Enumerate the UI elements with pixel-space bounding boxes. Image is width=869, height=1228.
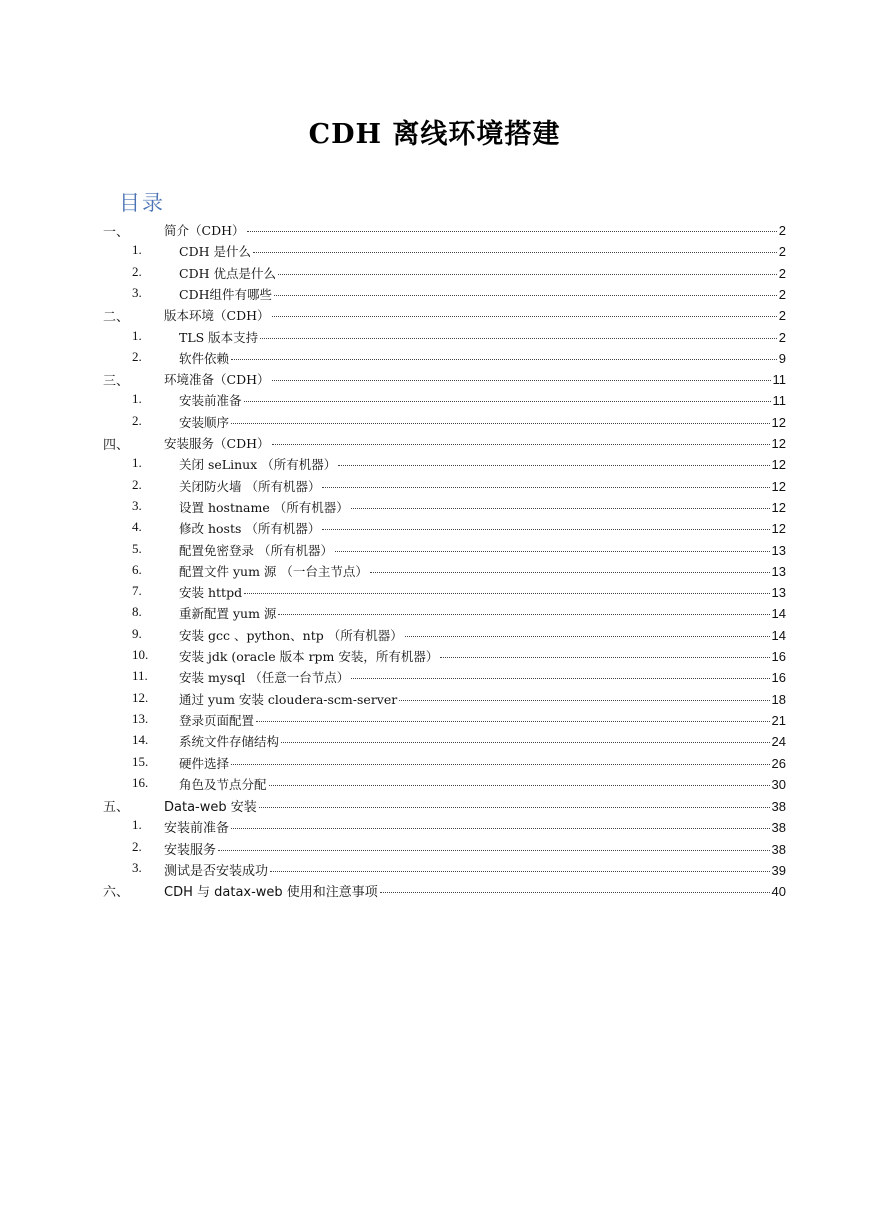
toc-leader-dots (231, 423, 770, 424)
toc-entry-label: 安装 gcc 、python、ntp （所有机器） (179, 627, 403, 643)
toc-entry[interactable] (0, 221, 869, 242)
toc-leader-dots (338, 465, 769, 466)
toc-leader-dots (370, 572, 770, 573)
toc-entry-label: 测试是否安装成功 (164, 864, 269, 879)
toc-entry-number: 4. (132, 519, 142, 535)
toc-entry-row (179, 391, 786, 409)
toc-leader-dots (272, 444, 770, 445)
toc-leader-dots (399, 700, 769, 701)
toc-entry[interactable] (0, 668, 869, 689)
toc-entry[interactable] (0, 477, 869, 498)
toc-entry-row (179, 413, 786, 431)
toc-entry[interactable] (0, 860, 869, 881)
toc-entry-page-number: 24 (771, 734, 786, 750)
toc-entry-label: 关闭 seLinux （所有机器） (179, 457, 337, 473)
toc-entry-label: CDH 是什么 (179, 244, 251, 260)
toc-entry-row (179, 519, 786, 537)
toc-entry-label: 安装前准备 (179, 393, 242, 409)
toc-entry-label: 安装服务（CDH） (164, 436, 270, 451)
toc-entry-page-number: 18 (771, 691, 786, 707)
toc-entry-row (179, 349, 786, 367)
toc-entry-row (179, 498, 786, 516)
toc-entry-page-number: 13 (771, 563, 786, 579)
toc-entry-row (179, 754, 786, 772)
toc-entry-row (179, 583, 786, 601)
toc-entry[interactable] (0, 349, 869, 370)
toc-entry[interactable] (0, 413, 869, 434)
toc-entry-page-number: 2 (778, 329, 786, 345)
toc-leader-dots (272, 316, 777, 317)
toc-leader-dots (351, 508, 770, 509)
toc-leader-dots (256, 721, 770, 722)
toc-entry-number: 2. (132, 263, 142, 279)
toc-leader-dots (335, 551, 770, 552)
toc-entry-label: 系统文件存储结构 (179, 734, 280, 750)
toc-entry-label: 配置文件 yum 源 （一台主节点） (179, 563, 368, 579)
toc-entry-number: 2. (132, 348, 142, 364)
toc-entry[interactable] (0, 306, 869, 327)
toc-leader-dots (270, 871, 770, 872)
toc-entry-row (179, 285, 786, 303)
toc-entry-number: 1. (132, 455, 142, 471)
toc-entry-page-number: 12 (771, 414, 786, 430)
toc-entry-page-number: 11 (772, 372, 786, 388)
toc-entry-label: Data-web 安装 (164, 800, 257, 816)
toc-entry[interactable] (0, 626, 869, 647)
toc-leader-dots (244, 593, 769, 594)
toc-entry-page-number: 30 (771, 776, 786, 792)
toc-entry[interactable] (0, 434, 869, 455)
toc-leader-dots (322, 529, 769, 530)
toc-entry-label: 安装顺序 (179, 414, 230, 430)
toc-entry-row (179, 242, 786, 260)
toc-entry-number: 12. (132, 689, 149, 705)
toc-entry-number: 11. (132, 668, 148, 684)
toc-entry-label: CDH组件有哪些 (179, 286, 272, 302)
toc-entry-number: 一、 (103, 225, 130, 240)
toc-entry-row (164, 881, 786, 900)
toc-entry-label: 安装 mysql （任意一台节点） (179, 670, 350, 686)
toc-entry-page-number: 14 (771, 606, 786, 622)
toc-entry-number: 六、 (103, 885, 130, 901)
toc-leader-dots (269, 785, 770, 786)
toc-entry-label: 环境准备（CDH） (164, 372, 270, 388)
toc-entry-page-number: 12 (771, 478, 786, 494)
toc-entry-label: 通过 yum 安装 cloudera-scm-server (179, 691, 398, 707)
toc-entry[interactable] (0, 455, 869, 476)
toc-leader-dots (259, 807, 770, 808)
toc-entry-row (179, 690, 786, 708)
toc-entry-label: 安装 httpd (179, 585, 243, 601)
toc-entry-page-number: 13 (771, 585, 786, 601)
toc-entry-row (179, 668, 786, 686)
toc-entry-number: 3. (132, 860, 142, 875)
toc-entry[interactable] (0, 519, 869, 540)
toc-leader-dots (231, 828, 770, 829)
toc-entry-number: 二、 (103, 310, 130, 326)
toc-leader-dots (322, 487, 769, 488)
toc-entry-row (164, 221, 786, 239)
toc-entry-label: TLS 版本支持 (179, 329, 259, 345)
toc-heading: 目录 (119, 191, 165, 215)
document-title: CDH 离线环境搭建 (308, 119, 561, 150)
toc-leader-dots (274, 295, 777, 296)
toc-entry[interactable] (0, 498, 869, 519)
toc-leader-dots (247, 231, 777, 232)
toc-entry-page-number: 39 (771, 863, 786, 878)
toc-entry-label: 重新配置 yum 源 (179, 606, 277, 622)
toc-entry-row (179, 562, 786, 580)
toc-entry-row (179, 455, 786, 473)
toc-entry-page-number: 12 (771, 457, 786, 473)
toc-entry-label: 版本环境（CDH） (164, 308, 270, 324)
toc-entry-label: 安装服务 (164, 842, 217, 858)
toc-entry-page-number: 12 (771, 499, 786, 515)
toc-entry-number: 13. (132, 710, 149, 726)
toc-entry[interactable] (0, 839, 869, 860)
toc-entry[interactable] (0, 370, 869, 391)
toc-entry-number: 8. (132, 604, 142, 620)
toc-entry-label: CDH 与 datax-web 使用和注意事项 (164, 885, 378, 901)
toc-entry[interactable] (0, 541, 869, 562)
toc-entry-row (164, 839, 786, 858)
toc-entry-label: 修改 hosts （所有机器） (179, 521, 321, 537)
toc-entry-number: 1. (132, 391, 142, 407)
toc-entry-page-number: 16 (771, 649, 786, 664)
toc-entry-page-number: 16 (771, 670, 786, 686)
toc-entry-page-number: 13 (771, 542, 786, 558)
toc-entry-page-number: 2 (778, 265, 786, 281)
toc-entry-row (179, 711, 786, 729)
toc-entry[interactable] (0, 242, 869, 263)
toc-leader-dots (231, 359, 777, 360)
toc-entry[interactable] (0, 562, 869, 583)
toc-entry-number: 五、 (103, 800, 130, 816)
toc-entry[interactable] (0, 647, 869, 668)
toc-entry-number: 2. (132, 838, 142, 854)
toc-entry[interactable] (0, 817, 869, 838)
toc-entry-number: 1. (132, 327, 142, 343)
toc-entry-label: 配置免密登录 （所有机器） (179, 542, 333, 558)
toc-leader-dots (278, 274, 777, 275)
toc-entry-number: 7. (132, 583, 142, 599)
toc-entry[interactable] (0, 711, 869, 732)
toc-leader-dots (244, 401, 771, 402)
toc-entry-page-number: 2 (778, 244, 786, 260)
toc-entry-number: 3. (132, 497, 142, 513)
toc-entry-row (179, 626, 786, 644)
toc-entry-number: 5. (132, 540, 142, 556)
toc-entry-label: CDH 优点是什么 (179, 265, 276, 281)
toc-entry-page-number: 12 (771, 436, 786, 451)
toc-leader-dots (231, 764, 770, 765)
toc-entry-page-number: 9 (778, 350, 786, 366)
toc-entry-row (164, 434, 786, 452)
toc-leader-dots (405, 636, 770, 637)
toc-entry-number: 15. (132, 753, 149, 769)
toc-entry-page-number: 11 (772, 393, 786, 409)
toc-entry-row (179, 647, 786, 665)
toc-entry-label: 简介（CDH） (164, 223, 245, 238)
toc-entry-page-number: 2 (778, 223, 786, 238)
toc-entry-number: 16. (132, 774, 149, 790)
toc-entry-label: 关闭防火墙 （所有机器） (179, 478, 321, 494)
toc-entry[interactable] (0, 604, 869, 625)
toc-entry-number: 3. (132, 284, 142, 300)
toc-entry-row (179, 732, 786, 750)
toc-entry-number: 三、 (103, 374, 130, 390)
toc-entry-number: 1. (132, 242, 142, 258)
toc-entry[interactable] (0, 285, 869, 306)
toc-entry-number: 1. (132, 817, 142, 833)
toc-entry-row (179, 775, 786, 793)
toc-entry-label: 安装前准备 (164, 821, 230, 837)
toc-entry-row (179, 328, 786, 346)
toc-entry-number: 14. (132, 732, 149, 748)
toc-entry-row (164, 306, 786, 324)
toc-entry-label: 软件依赖 (179, 350, 230, 366)
toc-entry-page-number: 38 (771, 841, 786, 857)
toc-leader-dots (272, 380, 771, 381)
toc-entry-row (179, 604, 786, 622)
toc-leader-dots (253, 252, 777, 253)
toc-entry-page-number: 38 (771, 820, 786, 836)
toc-entry-row (164, 860, 786, 879)
toc-entry-number: 6. (132, 561, 142, 577)
toc-entry[interactable] (0, 264, 869, 285)
toc-entry-number: 10. (132, 647, 149, 662)
toc-entry-label: 安装 jdk (oracle 版本 rpm 安装，所有机器） (179, 649, 439, 664)
toc-entry-page-number: 26 (771, 755, 786, 771)
toc-leader-dots (278, 614, 769, 615)
toc-entry[interactable] (0, 391, 869, 412)
toc-leader-dots (218, 850, 770, 851)
toc-entry[interactable] (0, 732, 869, 753)
toc-leader-dots (440, 657, 769, 658)
toc-entry-label: 硬件选择 (179, 755, 230, 771)
toc-entry-row (164, 817, 786, 836)
toc-entry-row (164, 370, 786, 388)
toc-entry-page-number: 2 (778, 286, 786, 302)
toc-entry-page-number: 12 (771, 521, 786, 537)
toc-entry-number: 9. (132, 625, 142, 641)
toc-entry-number: 四、 (103, 438, 130, 453)
toc-entry-label: 设置 hostname （所有机器） (179, 499, 349, 515)
toc-entry-page-number: 2 (778, 308, 786, 324)
toc-entry-page-number: 14 (771, 627, 786, 643)
toc-entry-number: 2. (132, 476, 142, 492)
toc-entry[interactable] (0, 328, 869, 349)
toc-entry-row (179, 264, 786, 282)
toc-entry[interactable] (0, 583, 869, 604)
toc-entry-number: 2. (132, 412, 142, 428)
toc-entry-label: 登录页面配置 (179, 712, 255, 728)
toc-entry[interactable] (0, 796, 869, 817)
toc-entry-page-number: 21 (771, 712, 786, 728)
toc-entry[interactable] (0, 881, 869, 902)
toc-leader-dots (351, 678, 769, 679)
toc-entry-label: 角色及节点分配 (179, 776, 267, 792)
toc-entry-row (164, 796, 786, 815)
toc-entry[interactable] (0, 775, 869, 796)
toc-leader-dots (281, 742, 770, 743)
toc-entry-row (179, 477, 786, 495)
toc-entry[interactable] (0, 754, 869, 775)
toc-leader-dots (260, 338, 777, 339)
toc-leader-dots (380, 892, 770, 893)
toc-entry[interactable] (0, 690, 869, 711)
toc-entry-row (179, 541, 786, 559)
toc-entry-page-number: 38 (771, 799, 786, 815)
toc-entry-page-number: 40 (771, 884, 786, 900)
